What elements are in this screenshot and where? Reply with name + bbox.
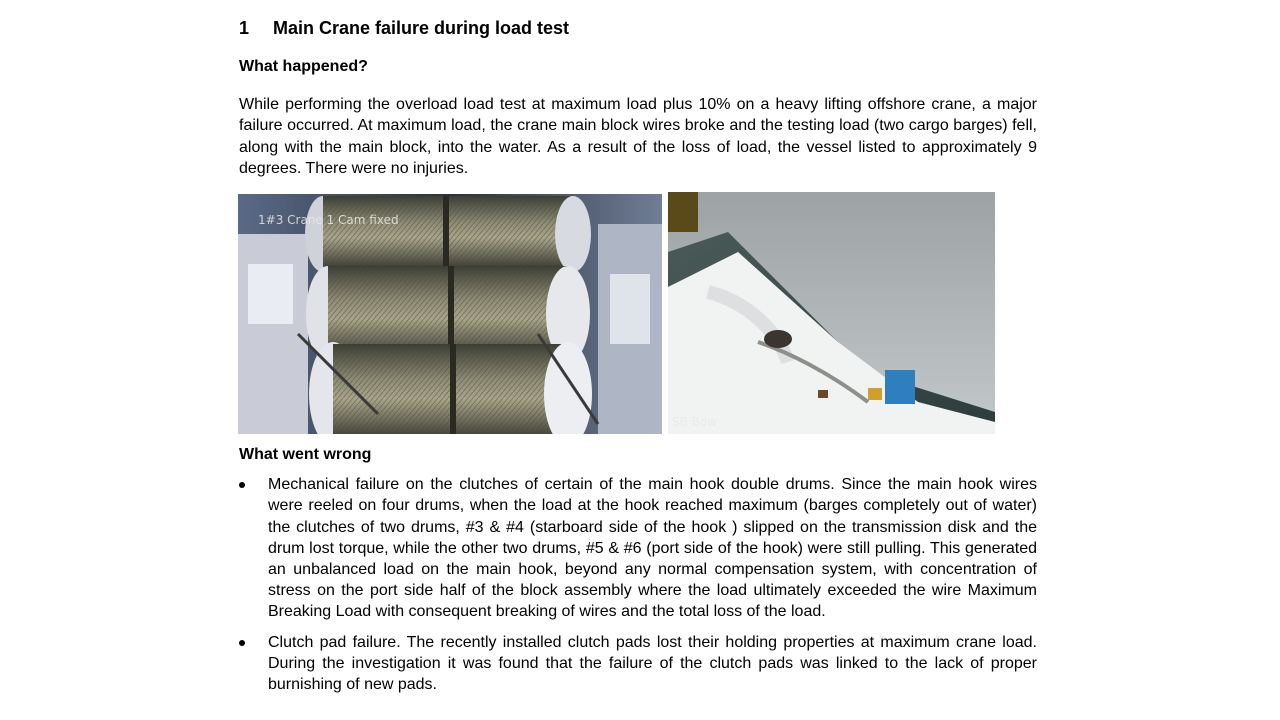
- section-heading: [239, 18, 1037, 44]
- left-photo-overlay: 1#3 Crane 1 Cam fixed: [258, 213, 399, 228]
- section-title: Main Crane failure during load test: [273, 18, 570, 38]
- crane-drums-photo: [238, 194, 662, 434]
- bullet-dot: [239, 482, 245, 488]
- document-page: [239, 18, 1037, 695]
- vessel-bow-photo: [668, 192, 995, 434]
- what-went-wrong-list: [239, 474, 1037, 695]
- section-number: 1: [239, 18, 250, 38]
- photo-row: [239, 192, 1037, 436]
- list-item-text: Mechanical failure on the clutches of certain of the main hook double drums. Since the main hook wires were reeled on four drums, when the load at the hook reached maximum (barges completely out of water) the clutches of two drums, #3 & #4 (starboard side of the hook ) slipped on the transmission disk and the drum lost torque, while the other two drums, #5 & #6 (port side of the hook) were still pulling. This generated an unbalanced load on the main hook, beyond any normal compensation system, with concentration of stress on the port side half of the block assembly where the load ultimately exceeded the wire Maximum Breaking Load with consequent breaking of wires and the total loss of the load.: [268, 476, 1037, 621]
- what-went-wrong-heading: What went wrong: [239, 446, 372, 464]
- list-item: [239, 632, 1037, 696]
- bullet-dot: [239, 640, 245, 646]
- what-happened-paragraph: While performing the overload load test at maximum load plus 10% on a heavy lifting offshore crane, a major failure occurred. At maximum load, the crane main block wires broke and the testing load (two cargo barges) fell, along with the main block, into the water. As a result of the loss of load, the vessel listed to approximately 9 degrees. There were no injuries.: [239, 96, 1037, 177]
- list-item-text: Clutch pad failure. The recently installed clutch pads lost their holding properties at maximum crane load. During the investigation it was found that the failure of the clutch pads was linked to the lack of proper burnishing of new pads.: [268, 633, 1037, 694]
- right-photo-overlay: SB Bow: [672, 415, 718, 430]
- what-happened-heading: What happened?: [239, 58, 368, 75]
- list-item: [239, 474, 1037, 622]
